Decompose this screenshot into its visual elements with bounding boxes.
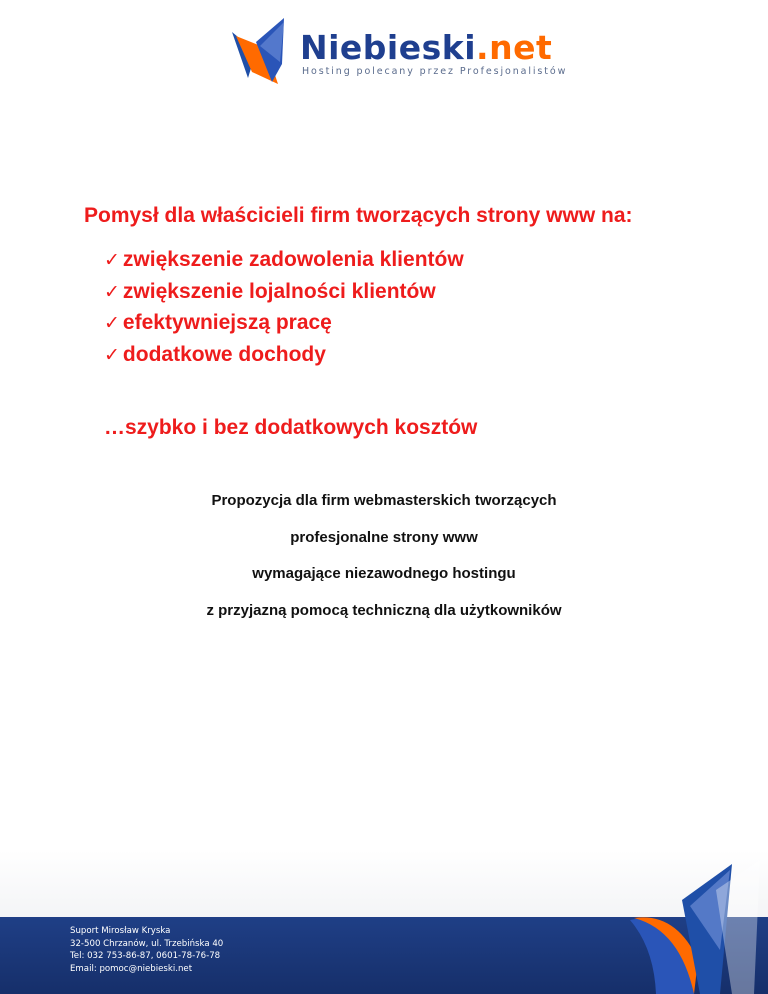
checkmark-icon: ✓ — [104, 343, 120, 366]
list-item: ✓ zwiększenie zadowolenia klientów — [104, 248, 464, 271]
proposal-line: wymagające niezawodnego hostingu — [252, 565, 516, 582]
brand-name: Niebieski.net — [300, 28, 553, 67]
swoosh-logo-icon — [226, 12, 306, 90]
footer-contact — [70, 925, 223, 975]
proposal-block — [0, 490, 768, 636]
phone: Tel: 032 753-86-87, 0601-78-76-78 — [70, 951, 221, 961]
company-name: Suport Mirosław Kryska — [70, 926, 171, 936]
checkmark-icon: ✓ — [104, 249, 120, 271]
proposal-line: profesjonalne strony www — [290, 528, 478, 546]
headline: Pomysł dla właścicieli firm tworzących strony www na: — [84, 204, 633, 227]
swoosh-logo-icon — [620, 860, 768, 994]
brand-tagline: Hosting polecany przez Profesjonalistów — [302, 66, 568, 77]
list-item: ✓ zwiększenie lojalności klientów — [104, 279, 436, 303]
list-item: ✓ dodatkowe dochody — [104, 342, 326, 366]
closing-line: …szybko i bez dodatkowych kosztów — [104, 416, 478, 439]
checkmark-icon: ✓ — [104, 280, 120, 303]
brand-logo — [226, 12, 568, 90]
proposal-line: z przyjazną pomocą techniczną dla użytkowników — [206, 601, 562, 619]
email: Email: pomoc@niebieski.net — [70, 963, 193, 974]
proposal-line: Propozycja dla firm webmasterskich tworzących — [211, 492, 557, 509]
checkmark-icon: ✓ — [104, 312, 120, 334]
address: 32-500 Chrzanów, ul. Trzebińska 40 — [70, 938, 224, 949]
list-item: ✓ efektywniejszą pracę — [104, 311, 332, 334]
benefit-checklist — [104, 246, 464, 372]
